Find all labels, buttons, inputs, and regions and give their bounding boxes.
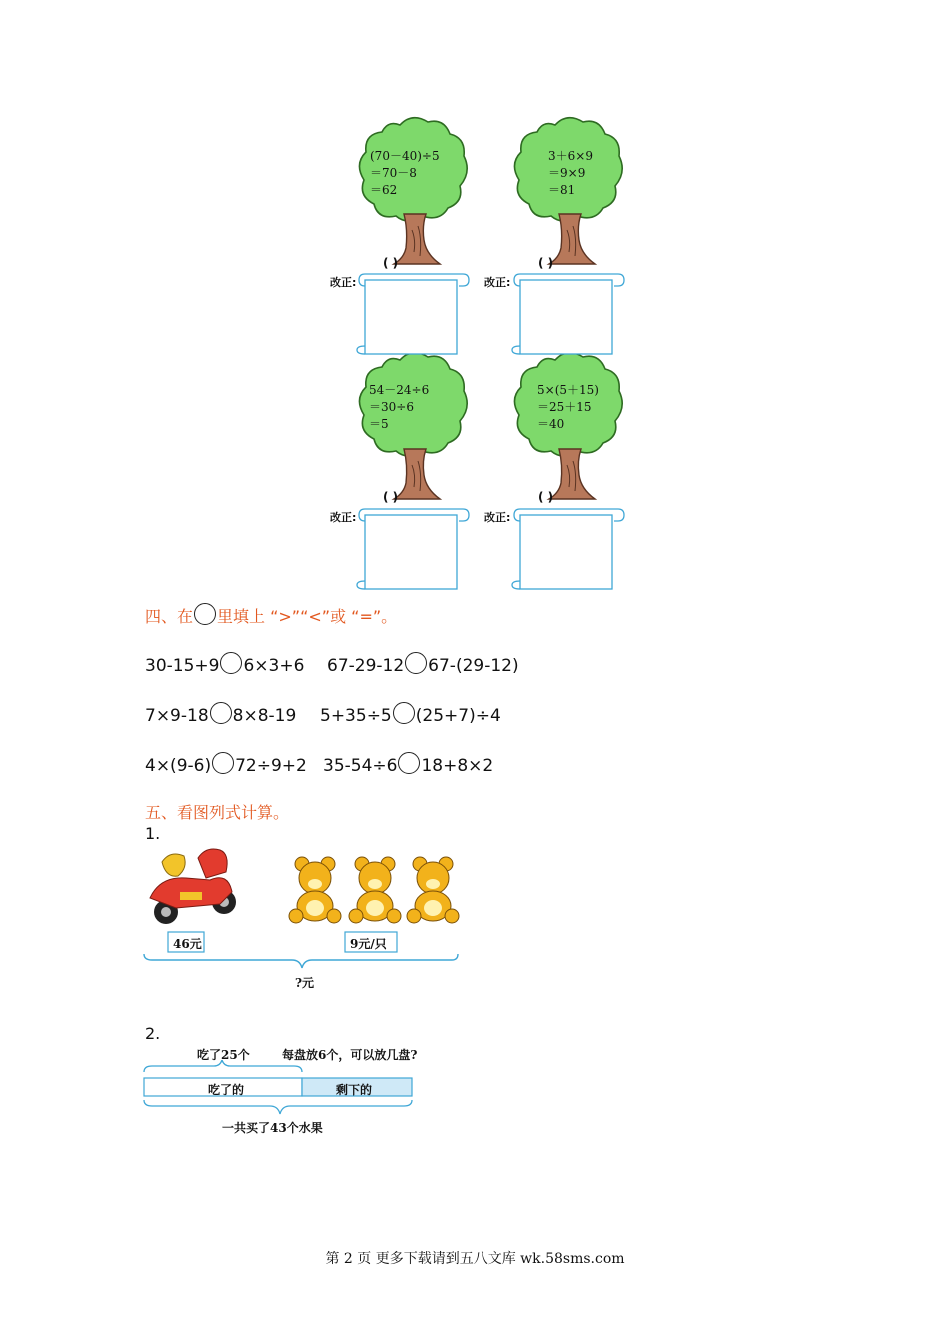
tree-2-judgement: ( ) <box>538 256 554 270</box>
answer-frame-1 <box>357 274 469 354</box>
section-4-title: 四、在 里填上 “>”“<”或 “=”。 <box>145 603 397 627</box>
question-1-number: 1. <box>145 824 161 843</box>
compare-blank[interactable] <box>405 652 427 674</box>
compare-row-1b: 67-29-12 67-(29-12) <box>327 652 519 676</box>
q2-remaining-segment: 剩下的 <box>336 1083 373 1097</box>
question-1-picture <box>140 842 470 992</box>
tree-1-judgement: ( ) <box>383 256 399 270</box>
tricycle-price: 46元 <box>173 937 202 951</box>
tree-3-fix-label: 改正: <box>330 511 357 524</box>
q2-eaten-segment: 吃了的 <box>208 1083 245 1097</box>
q2-bar-diagram <box>140 1060 430 1120</box>
compare-blank[interactable] <box>398 752 420 774</box>
compare-blank[interactable] <box>393 702 415 724</box>
page-footer: 第 2 页 更多下载请到五八文库 wk.58sms.com <box>325 1251 625 1267</box>
section-5-title: 五、看图列式计算。 <box>145 803 290 822</box>
question-2-number: 2. <box>145 1024 161 1043</box>
compare-blank[interactable] <box>210 702 232 724</box>
bear-price: 9元/只 <box>350 937 387 951</box>
tree-2-fix-label: 改正: <box>484 276 511 289</box>
compare-blank[interactable] <box>212 752 234 774</box>
compare-row-2: 7×9-18 8×8-19 <box>145 702 296 726</box>
compare-row-2b: 5+35÷5 (25+7)÷4 <box>320 702 501 726</box>
tree-3-judgement: ( ) <box>383 490 399 504</box>
toy-tricycle-icon <box>150 849 236 924</box>
trees-art <box>0 0 950 600</box>
tree-4-fix-label: 改正: <box>484 511 511 524</box>
answer-frame-4 <box>512 509 624 589</box>
compare-row-3b: 35-54÷6 18+8×2 <box>323 752 493 776</box>
tree-4-judgement: ( ) <box>538 490 554 504</box>
compare-row-1: 30-15+9 6×3+6 <box>145 652 304 676</box>
q1-total: ?元 <box>295 976 315 990</box>
tree-3-equation: 54－24÷6 ＝30÷6 ＝5 <box>369 383 430 431</box>
q2-question: 每盘放6个，可以放几盘? <box>282 1048 418 1062</box>
tree-1-fix-label: 改正: <box>330 276 357 289</box>
teddy-bear-icon <box>289 857 341 923</box>
teddy-bear-icon <box>407 857 459 923</box>
blank-circle <box>194 603 216 625</box>
answer-frame-2 <box>512 274 624 354</box>
tree-4-equation: 5×(5＋15) ＝25＋15 ＝40 <box>537 383 599 431</box>
q2-ate-label: 吃了25个 <box>197 1048 250 1062</box>
compare-blank[interactable] <box>220 652 242 674</box>
q2-total: 一共买了43个水果 <box>222 1121 323 1135</box>
compare-row-3: 4×(9-6) 72÷9+2 <box>145 752 307 776</box>
teddy-bear-icon <box>349 857 401 923</box>
tree-1-equation: (70－40)÷5 ＝70－8 ＝62 <box>370 149 440 197</box>
tree-2-equation: 3＋6×9 ＝9×9 ＝81 <box>548 149 593 197</box>
answer-frame-3 <box>357 509 469 589</box>
